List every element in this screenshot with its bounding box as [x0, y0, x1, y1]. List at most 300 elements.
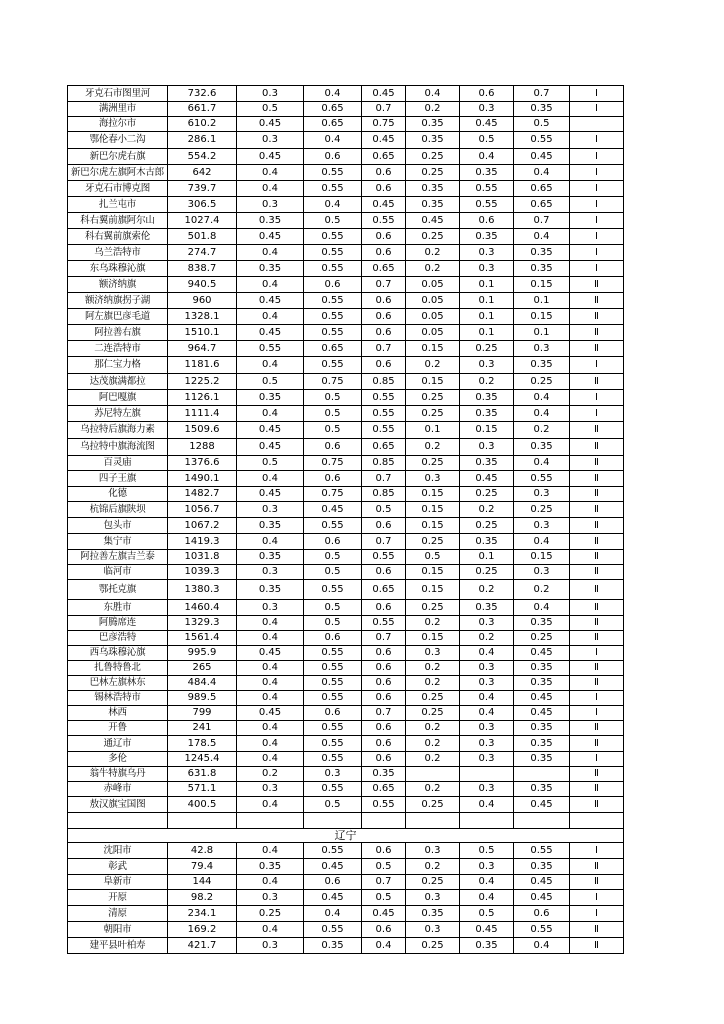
- station-name-cell: 牙克石市图里河: [68, 86, 168, 102]
- value-cell: 0.55: [362, 616, 406, 631]
- value-cell: 0.45: [237, 439, 304, 456]
- value-cell: 0.3: [237, 86, 304, 102]
- value-cell: 0.5: [304, 390, 362, 406]
- station-name-cell: 百灵庙: [68, 456, 168, 471]
- value-cell: 0.4: [237, 736, 304, 752]
- value-cell: 0.3: [460, 859, 514, 875]
- zone-cell: Ⅱ: [570, 721, 624, 736]
- station-name-cell: 建平县叶柏寿: [68, 938, 168, 954]
- value-cell: 0.45: [406, 213, 460, 229]
- value-cell: [406, 767, 460, 782]
- zone-cell: Ⅱ: [570, 938, 624, 954]
- value-cell: 0.2: [460, 631, 514, 646]
- value-cell: 0.2: [514, 422, 570, 439]
- value-cell: 0.25: [514, 374, 570, 390]
- station-name-cell: 海拉尔市: [68, 117, 168, 132]
- value-cell: 0.35: [237, 213, 304, 229]
- zone-cell: Ⅰ: [570, 181, 624, 197]
- value-cell: 631.8: [168, 767, 237, 782]
- table-row: [68, 797, 624, 813]
- value-cell: 0.6: [362, 165, 406, 181]
- value-cell: 0.45: [460, 922, 514, 938]
- blank-row: [68, 813, 624, 829]
- value-cell: 0.6: [362, 843, 406, 859]
- value-cell: 0.55: [514, 132, 570, 149]
- value-cell: 0.55: [304, 721, 362, 736]
- value-cell: 0.45: [304, 890, 362, 906]
- table-row: [68, 374, 624, 390]
- table-row: [68, 534, 624, 550]
- zone-cell: Ⅱ: [570, 374, 624, 390]
- value-cell: 0.45: [237, 117, 304, 132]
- station-name-cell: 敖汉旗宝国图: [68, 797, 168, 813]
- value-cell: 0.4: [237, 721, 304, 736]
- value-cell: 0.6: [304, 534, 362, 550]
- value-cell: 0.65: [304, 102, 362, 117]
- value-cell: 0.4: [514, 390, 570, 406]
- station-name-cell: 乌兰浩特市: [68, 245, 168, 261]
- value-cell: [460, 767, 514, 782]
- value-cell: 732.6: [168, 86, 237, 102]
- value-cell: 400.5: [168, 797, 237, 813]
- value-cell: 0.4: [304, 132, 362, 149]
- table-row: [68, 600, 624, 616]
- value-cell: 0.45: [237, 422, 304, 439]
- table-row: [68, 309, 624, 325]
- value-cell: 0.4: [362, 938, 406, 954]
- table-row: [68, 938, 624, 954]
- table-row: [68, 213, 624, 229]
- value-cell: 0.25: [406, 456, 460, 471]
- station-name-cell: 牙克石市博克图: [68, 181, 168, 197]
- value-cell: 0.55: [304, 165, 362, 181]
- value-cell: 0.15: [514, 277, 570, 293]
- value-cell: 739.7: [168, 181, 237, 197]
- value-cell: 0.5: [460, 843, 514, 859]
- value-cell: 0.2: [406, 676, 460, 691]
- value-cell: 964.7: [168, 341, 237, 357]
- value-cell: 1328.1: [168, 309, 237, 325]
- zone-cell: Ⅰ: [570, 906, 624, 922]
- value-cell: 0.55: [304, 646, 362, 661]
- station-name-cell: 多伦: [68, 752, 168, 767]
- table-row: [68, 890, 624, 906]
- value-cell: 0.55: [304, 752, 362, 767]
- value-cell: 0.7: [362, 706, 406, 721]
- value-cell: 0.4: [237, 843, 304, 859]
- value-cell: 940.5: [168, 277, 237, 293]
- value-cell: 0.5: [304, 616, 362, 631]
- station-name-cell: 通辽市: [68, 736, 168, 752]
- station-name-cell: 新巴尔虎右旗: [68, 149, 168, 165]
- station-name-cell: 巴彦浩特: [68, 631, 168, 646]
- value-cell: 0.25: [514, 631, 570, 646]
- section-row: [68, 829, 624, 843]
- value-cell: 0.5: [362, 890, 406, 906]
- value-cell: 0.4: [514, 600, 570, 616]
- station-name-cell: 包头市: [68, 518, 168, 534]
- value-cell: 0.6: [304, 631, 362, 646]
- table-row: [68, 487, 624, 502]
- value-cell: 1509.6: [168, 422, 237, 439]
- value-cell: 0.3: [237, 782, 304, 797]
- table-row: [68, 859, 624, 875]
- value-cell: 0.1: [514, 293, 570, 309]
- station-name-cell: [68, 813, 168, 829]
- value-cell: 0.3: [237, 197, 304, 213]
- value-cell: 661.7: [168, 102, 237, 117]
- table-row: [68, 293, 624, 309]
- value-cell: 0.55: [362, 390, 406, 406]
- zone-cell: Ⅰ: [570, 843, 624, 859]
- value-cell: 0.55: [304, 293, 362, 309]
- section-title: 辽宁: [68, 829, 624, 843]
- value-cell: 0.7: [362, 341, 406, 357]
- station-name-cell: 开鲁: [68, 721, 168, 736]
- value-cell: 989.5: [168, 691, 237, 706]
- value-cell: 0.35: [237, 580, 304, 600]
- value-cell: 0.55: [304, 261, 362, 277]
- value-cell: 0.6: [362, 229, 406, 245]
- table-row: [68, 906, 624, 922]
- value-cell: 0.5: [362, 502, 406, 518]
- value-cell: 0.3: [237, 132, 304, 149]
- zone-cell: Ⅰ: [570, 165, 624, 181]
- value-cell: 0.35: [406, 197, 460, 213]
- table-row: [68, 422, 624, 439]
- value-cell: 0.5: [362, 859, 406, 875]
- value-cell: 0.55: [362, 550, 406, 565]
- table-row: [68, 341, 624, 357]
- value-cell: 0.3: [460, 102, 514, 117]
- station-name-cell: 科右翼前旗阿尔山: [68, 213, 168, 229]
- value-cell: 0.45: [237, 646, 304, 661]
- value-cell: 0.4: [460, 875, 514, 890]
- value-cell: 0.35: [406, 117, 460, 132]
- value-cell: 0.3: [460, 721, 514, 736]
- value-cell: 0.25: [406, 797, 460, 813]
- value-cell: 0.35: [237, 390, 304, 406]
- value-cell: 0.6: [304, 875, 362, 890]
- value-cell: 0.2: [406, 661, 460, 676]
- value-cell: 0.35: [460, 456, 514, 471]
- value-cell: 234.1: [168, 906, 237, 922]
- zone-cell: Ⅱ: [570, 782, 624, 797]
- value-cell: 1031.8: [168, 550, 237, 565]
- value-cell: 0.85: [362, 374, 406, 390]
- value-cell: 0.2: [406, 782, 460, 797]
- value-cell: 0.15: [514, 309, 570, 325]
- station-name-cell: 清原: [68, 906, 168, 922]
- value-cell: 0.35: [514, 721, 570, 736]
- zone-cell: Ⅱ: [570, 616, 624, 631]
- value-cell: 0.4: [460, 646, 514, 661]
- value-cell: 0.4: [237, 875, 304, 890]
- value-cell: 0.2: [406, 736, 460, 752]
- value-cell: 0.35: [237, 518, 304, 534]
- station-name-cell: 东乌珠穆沁旗: [68, 261, 168, 277]
- value-cell: 0.6: [362, 922, 406, 938]
- station-name-cell: 四子王旗: [68, 471, 168, 487]
- value-cell: 0.6: [362, 752, 406, 767]
- value-cell: 1510.1: [168, 325, 237, 341]
- zone-cell: Ⅰ: [570, 132, 624, 149]
- station-name-cell: 西乌珠穆沁旗: [68, 646, 168, 661]
- value-cell: 0.2: [237, 767, 304, 782]
- value-cell: 0.35: [514, 245, 570, 261]
- table-row: [68, 502, 624, 518]
- zone-cell: Ⅰ: [570, 691, 624, 706]
- value-cell: 0.6: [362, 646, 406, 661]
- zone-cell: Ⅱ: [570, 518, 624, 534]
- value-cell: 0.35: [514, 357, 570, 374]
- value-cell: 0.2: [406, 357, 460, 374]
- value-cell: 0.05: [406, 293, 460, 309]
- value-cell: 0.55: [362, 422, 406, 439]
- zone-cell: Ⅰ: [570, 86, 624, 102]
- table-row: [68, 277, 624, 293]
- value-cell: 0.4: [237, 245, 304, 261]
- value-cell: 0.4: [237, 752, 304, 767]
- value-cell: 1380.3: [168, 580, 237, 600]
- value-cell: 1225.2: [168, 374, 237, 390]
- value-cell: 484.4: [168, 676, 237, 691]
- value-cell: 286.1: [168, 132, 237, 149]
- zone-cell: Ⅰ: [570, 646, 624, 661]
- value-cell: 0.2: [406, 616, 460, 631]
- value-cell: 0.2: [514, 580, 570, 600]
- value-cell: 0.65: [304, 117, 362, 132]
- zone-cell: Ⅱ: [570, 631, 624, 646]
- value-cell: 0.35: [514, 439, 570, 456]
- value-cell: 0.6: [362, 293, 406, 309]
- station-name-cell: 达茂旗满都拉: [68, 374, 168, 390]
- value-cell: 1419.3: [168, 534, 237, 550]
- value-cell: 0.7: [362, 102, 406, 117]
- zone-cell: Ⅱ: [570, 502, 624, 518]
- value-cell: 0.4: [237, 616, 304, 631]
- value-cell: 0.55: [362, 406, 406, 422]
- value-cell: 0.4: [237, 534, 304, 550]
- value-cell: 0.6: [362, 325, 406, 341]
- value-cell: 0.35: [304, 938, 362, 954]
- value-cell: 0.6: [304, 149, 362, 165]
- value-cell: 0.25: [406, 229, 460, 245]
- value-cell: [237, 813, 304, 829]
- station-name-cell: 沈阳市: [68, 843, 168, 859]
- table-row: [68, 439, 624, 456]
- value-cell: 1181.6: [168, 357, 237, 374]
- table-row: [68, 616, 624, 631]
- value-cell: 0.55: [362, 213, 406, 229]
- station-name-cell: 赤峰市: [68, 782, 168, 797]
- table-row: [68, 782, 624, 797]
- value-cell: 0.5: [460, 132, 514, 149]
- value-cell: 0.3: [237, 565, 304, 580]
- zone-cell: Ⅱ: [570, 797, 624, 813]
- value-cell: 0.6: [460, 86, 514, 102]
- value-cell: 0.6: [304, 439, 362, 456]
- value-cell: 0.5: [304, 213, 362, 229]
- value-cell: 1482.7: [168, 487, 237, 502]
- table-row: [68, 843, 624, 859]
- value-cell: 0.65: [304, 341, 362, 357]
- value-cell: 0.25: [406, 706, 460, 721]
- value-cell: 0.4: [237, 309, 304, 325]
- station-name-cell: 阜新市: [68, 875, 168, 890]
- table-row: [68, 736, 624, 752]
- value-cell: 0.35: [514, 661, 570, 676]
- value-cell: 0.05: [406, 309, 460, 325]
- value-cell: 0.3: [460, 439, 514, 456]
- value-cell: [406, 813, 460, 829]
- value-cell: 0.3: [514, 565, 570, 580]
- value-cell: 0.15: [406, 580, 460, 600]
- value-cell: 1490.1: [168, 471, 237, 487]
- station-name-cell: 巴林左旗林东: [68, 676, 168, 691]
- value-cell: 0.4: [237, 181, 304, 197]
- station-name-cell: 东胜市: [68, 600, 168, 616]
- value-cell: 1027.4: [168, 213, 237, 229]
- value-cell: 0.25: [460, 565, 514, 580]
- value-cell: 0.7: [362, 471, 406, 487]
- table-row: [68, 132, 624, 149]
- zone-cell: Ⅱ: [570, 922, 624, 938]
- value-cell: 144: [168, 875, 237, 890]
- table-row: [68, 197, 624, 213]
- table-row: [68, 550, 624, 565]
- table-row: [68, 102, 624, 117]
- data-table: [67, 85, 624, 954]
- value-cell: 0.25: [460, 518, 514, 534]
- value-cell: 0.45: [237, 325, 304, 341]
- value-cell: 0.6: [460, 213, 514, 229]
- zone-cell: Ⅰ: [570, 752, 624, 767]
- value-cell: 178.5: [168, 736, 237, 752]
- value-cell: 0.2: [406, 245, 460, 261]
- value-cell: 0.4: [514, 938, 570, 954]
- value-cell: 0.3: [460, 752, 514, 767]
- value-cell: 0.65: [362, 782, 406, 797]
- table-row: [68, 165, 624, 181]
- value-cell: 0.4: [237, 922, 304, 938]
- value-cell: 0.15: [514, 550, 570, 565]
- value-cell: 0.6: [304, 277, 362, 293]
- value-cell: 0.3: [304, 767, 362, 782]
- value-cell: 0.55: [304, 518, 362, 534]
- value-cell: 0.35: [514, 616, 570, 631]
- station-name-cell: 额济纳旗: [68, 277, 168, 293]
- value-cell: 0.3: [514, 487, 570, 502]
- station-name-cell: 鄂伦春小二沟: [68, 132, 168, 149]
- value-cell: 0.35: [460, 165, 514, 181]
- value-cell: 0.4: [304, 197, 362, 213]
- value-cell: 0.05: [406, 277, 460, 293]
- value-cell: 0.5: [304, 565, 362, 580]
- value-cell: 0.35: [406, 906, 460, 922]
- value-cell: 0.4: [514, 406, 570, 422]
- value-cell: 1126.1: [168, 390, 237, 406]
- value-cell: 42.8: [168, 843, 237, 859]
- value-cell: 0.5: [304, 797, 362, 813]
- value-cell: 0.45: [514, 890, 570, 906]
- zone-cell: Ⅱ: [570, 309, 624, 325]
- value-cell: 0.3: [237, 890, 304, 906]
- value-cell: 0.5: [304, 550, 362, 565]
- table-row: [68, 261, 624, 277]
- station-name-cell: 锡林浩特市: [68, 691, 168, 706]
- zone-cell: Ⅰ: [570, 390, 624, 406]
- value-cell: 0.5: [460, 906, 514, 922]
- value-cell: 98.2: [168, 890, 237, 906]
- value-cell: 0.65: [514, 197, 570, 213]
- value-cell: 0.55: [304, 782, 362, 797]
- value-cell: 0.2: [406, 439, 460, 456]
- value-cell: [168, 813, 237, 829]
- value-cell: 0.5: [304, 600, 362, 616]
- value-cell: 0.6: [362, 691, 406, 706]
- table-row: [68, 357, 624, 374]
- value-cell: 0.6: [362, 357, 406, 374]
- station-name-cell: 临河市: [68, 565, 168, 580]
- value-cell: 0.45: [237, 293, 304, 309]
- table-row: [68, 245, 624, 261]
- zone-cell: Ⅱ: [570, 277, 624, 293]
- value-cell: 0.2: [406, 261, 460, 277]
- value-cell: 0.7: [362, 277, 406, 293]
- value-cell: 0.35: [460, 600, 514, 616]
- value-cell: [460, 813, 514, 829]
- table-row: [68, 518, 624, 534]
- value-cell: 0.25: [406, 149, 460, 165]
- value-cell: 0.25: [406, 406, 460, 422]
- zone-cell: Ⅱ: [570, 550, 624, 565]
- value-cell: 0.15: [460, 422, 514, 439]
- value-cell: 0.4: [460, 149, 514, 165]
- value-cell: 0.35: [460, 229, 514, 245]
- value-cell: 838.7: [168, 261, 237, 277]
- value-cell: 0.15: [406, 565, 460, 580]
- station-name-cell: 鄂托克旗: [68, 580, 168, 600]
- value-cell: 0.2: [460, 580, 514, 600]
- value-cell: 0.6: [514, 906, 570, 922]
- value-cell: 0.3: [460, 261, 514, 277]
- station-name-cell: 那仁宝力格: [68, 357, 168, 374]
- station-name-cell: 额济纳旗拐子湖: [68, 293, 168, 309]
- value-cell: 0.25: [406, 390, 460, 406]
- value-cell: 0.1: [514, 325, 570, 341]
- value-cell: 0.65: [362, 439, 406, 456]
- value-cell: 0.35: [514, 782, 570, 797]
- station-name-cell: 乌拉特后旗海力素: [68, 422, 168, 439]
- value-cell: 265: [168, 661, 237, 676]
- value-cell: 0.4: [304, 86, 362, 102]
- zone-cell: Ⅰ: [570, 229, 624, 245]
- value-cell: 0.35: [514, 676, 570, 691]
- value-cell: 0.75: [304, 487, 362, 502]
- zone-cell: Ⅱ: [570, 534, 624, 550]
- value-cell: 0.2: [406, 752, 460, 767]
- zone-cell: Ⅰ: [570, 102, 624, 117]
- value-cell: 0.4: [237, 471, 304, 487]
- value-cell: 0.85: [362, 456, 406, 471]
- value-cell: 0.35: [514, 261, 570, 277]
- value-cell: 0.5: [237, 374, 304, 390]
- zone-cell: Ⅱ: [570, 736, 624, 752]
- value-cell: 0.35: [514, 752, 570, 767]
- value-cell: 0.65: [362, 261, 406, 277]
- table-row: [68, 721, 624, 736]
